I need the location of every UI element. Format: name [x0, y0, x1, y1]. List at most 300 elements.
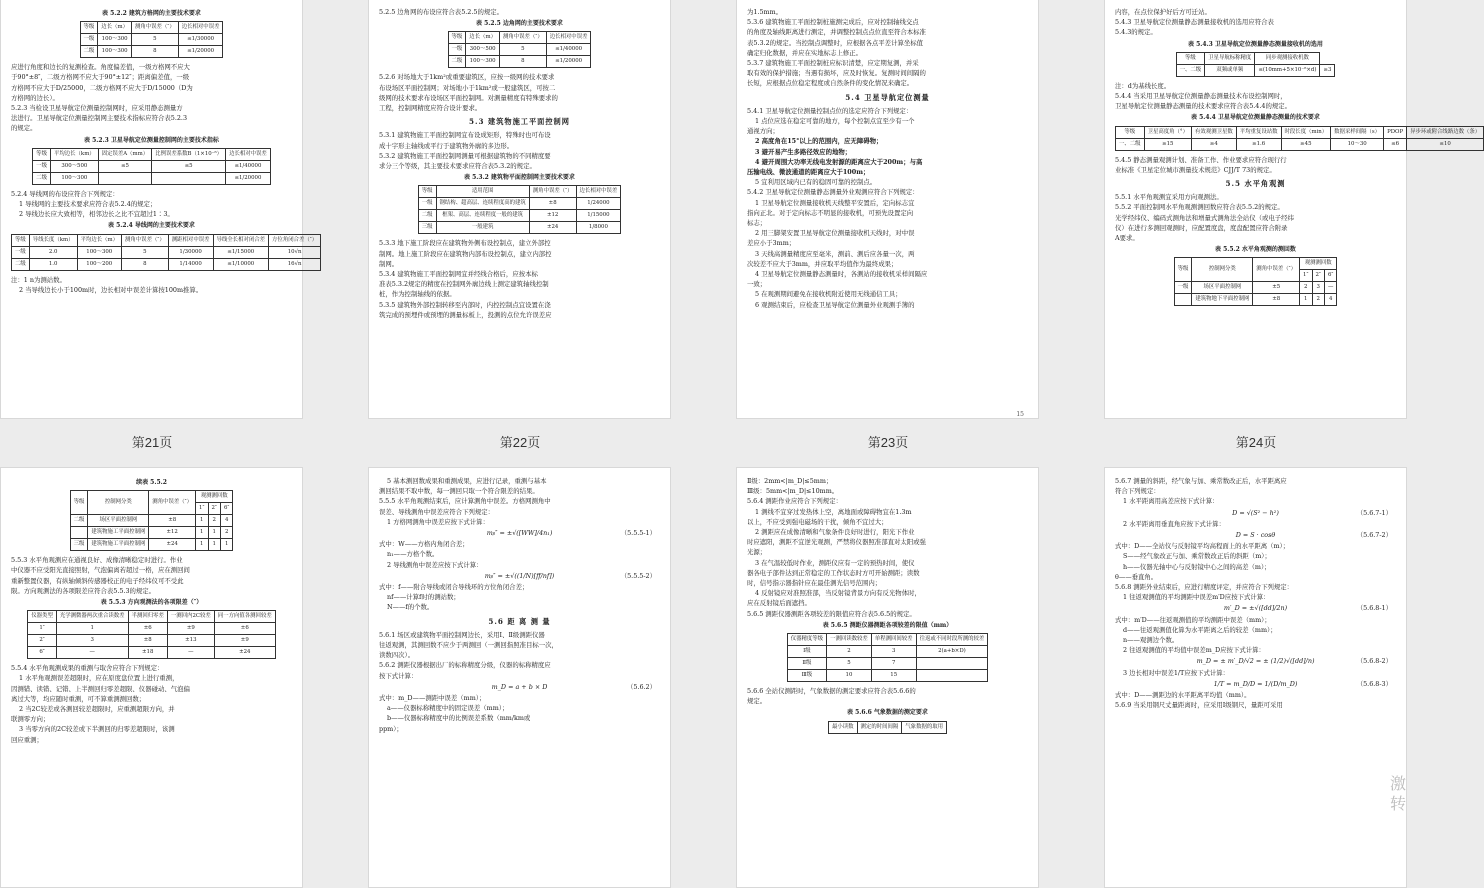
- text-line: 5.2.6 对场地大于1km²或重要建筑区，应按一级网的技术要求: [379, 73, 555, 82]
- text-line: 5.3.1 建筑物施工平面控制网宜布设成矩形，特殊时也可布设: [379, 131, 551, 140]
- text-line: 5.4.1 卫星导航定位测量控制点位的选定应符合下列规定：: [747, 106, 913, 115]
- text-line: 卫星导航定位测量静态测量的技术要求应符合表5.4.4的规定。: [1115, 102, 1292, 111]
- equation: [1115, 530, 1396, 540]
- table-header-cell: 测角中误差（″）: [122, 234, 169, 246]
- table-header-cell: 边长相对中误差: [576, 186, 621, 198]
- text-line: 重新整置仪器，有纵轴倾斜传感器校正的电子经纬仪可不受此: [11, 576, 184, 585]
- table-cell: ≤6: [1384, 138, 1407, 150]
- table-cell: 二级: [80, 46, 98, 58]
- table-header-cell: 气象数据的取用: [902, 721, 947, 733]
- text-line: h——仪器光轴中心与反射镜中心之间的高差（m）；: [1123, 562, 1271, 571]
- table-cell: ±6: [214, 623, 275, 635]
- text-line: 式中：W——方格内角闭合差；: [379, 540, 469, 549]
- text-line: 布设场区平面控制网；对场地小于1km²或一般建筑区，可按二: [379, 83, 556, 92]
- table-caption: 表 5.6.6 气象数据的测定要求: [847, 709, 928, 717]
- table-cell: —: [167, 647, 214, 659]
- text-line: 4 反射镜应对准照准部，当反射镜背景方向有反光物体时，: [755, 589, 921, 598]
- table-cell: 1: [220, 539, 232, 551]
- text-line: 5.6.7 测量的斜距，经气象与加、乘常数改正后，水平距离应: [1115, 477, 1287, 485]
- text-line: 中仪器不应受阳光直接照射，气泡偏离若超过一格，应在测回间: [11, 566, 190, 575]
- table-cell: ≤1/30000: [178, 34, 223, 46]
- page-26[interactable]: [368, 467, 671, 888]
- table-header-cell: 边长相对中误差: [226, 148, 271, 160]
- table-header-cell: 边长相对中误差: [546, 32, 591, 44]
- table-header-cell: 测角中误差（″）: [499, 32, 546, 44]
- table-cell: 15: [871, 670, 916, 682]
- text-line: 注：1 n为测站数。: [11, 275, 66, 284]
- table-caption: 表 5.4.3 卫星导航定位测量静态测量接收机的选用: [1188, 40, 1323, 48]
- table-header-cell: 导线长度（km）: [29, 234, 77, 246]
- table-cell: 1/15000: [576, 210, 621, 222]
- text-line: 回应重测；: [11, 735, 43, 744]
- text-line: 5.6.9 当采用钢尺丈量距离时，应采用Ⅰ级钢尺，量距可采用: [1115, 701, 1283, 710]
- equation: [1115, 508, 1396, 518]
- table-cell: 1/24000: [576, 198, 621, 210]
- table-cell: 框架、高层、连续程度一般的建筑: [436, 210, 529, 222]
- table-header-cell: 测定的时间间隔: [857, 721, 902, 733]
- table-row: [28, 623, 275, 635]
- table-cell: 二级: [12, 258, 30, 270]
- text-line: 1 水平角观测误差超限时，应在原度盘位置上进行重测，: [19, 674, 179, 683]
- table-header-row: [33, 148, 271, 160]
- text-line: 5.5.2 平面控制网水平角观测测回数应符合表5.5.2的规定。: [1115, 203, 1284, 212]
- text-line: 2 高度角在15°以上的范围内，应无障碍物；: [755, 137, 883, 146]
- table-cell: Ⅱ级: [787, 658, 826, 670]
- text-line: 1 方格网测角中误差应按下式计算：: [387, 517, 489, 526]
- table-cell: 8: [122, 258, 169, 270]
- table-cell: 7: [871, 658, 916, 670]
- table-cell: 5: [122, 246, 169, 258]
- text-line: 取有效的保护措施；当遇有损坏，应及时恢复。复测时间间隔的: [747, 69, 926, 78]
- table-cell: 1: [1300, 294, 1312, 306]
- table-cell: 1/8000: [576, 222, 621, 234]
- page-label-24[interactable]: 第24页: [1235, 435, 1277, 450]
- text-line: 一致；: [747, 280, 767, 289]
- table-cell: 100～300: [98, 46, 132, 58]
- page-23[interactable]: [736, 0, 1039, 419]
- watermark-line-2: 转: [1389, 796, 1406, 813]
- table-row: [1174, 282, 1337, 294]
- text-line: 制网。: [379, 259, 399, 268]
- table-cell: ≤1/20000: [546, 56, 591, 68]
- table-cell: Ⅲ级: [787, 670, 826, 682]
- table-cell: 10√n: [269, 246, 321, 258]
- table-header-row: [70, 491, 233, 503]
- section-heading: 5.4 卫星导航定位测量: [845, 92, 930, 102]
- table-header-cell: 固定误差A（mm）: [98, 148, 151, 160]
- text-line: θ——垂直角。: [1115, 572, 1158, 581]
- table-cell: [70, 527, 88, 539]
- text-line: S——经气象改正与加、乘常数改正后的斜距（m）；: [1123, 552, 1271, 561]
- table-row: [418, 198, 621, 210]
- equation-body: D = √(S² − h²): [1232, 508, 1279, 517]
- text-line: 2 水平距离用垂直角应按下式计算：: [1123, 519, 1225, 528]
- text-line: 桩，作为控制轴线的依据。: [379, 290, 456, 299]
- text-line: 制网。地上施工阶段应在建筑物内部布设控制点，建立内部控: [379, 249, 552, 258]
- text-line: 5.4.2 卫星导航定位测量静态测量外业观测应符合下列规定：: [747, 188, 919, 197]
- table-header-cell: 等级: [12, 234, 30, 246]
- table-cell: 二级: [418, 210, 436, 222]
- page-label-21[interactable]: 第21页: [131, 435, 173, 450]
- table-cell: 1: [196, 515, 208, 527]
- table-caption: 表 5.2.4 导线网的主要技术要求: [108, 222, 195, 230]
- text-line: 5 宜利用区域内已有的稳固可靠的控制点。: [755, 178, 877, 187]
- text-line: 5.3.4 建筑物施工平面控制网宜并经线合格后，应按本标: [379, 270, 538, 279]
- table-header-cell: 仪器精度等级: [787, 634, 826, 646]
- text-line: 1 点位应选在稳定可靠的地方，每个控制点宜至少有一个: [755, 117, 915, 126]
- table-cell: 2: [1312, 294, 1324, 306]
- page-28[interactable]: [1104, 467, 1407, 888]
- table-header-cell: 等级: [70, 491, 88, 515]
- text-line: 光源；: [747, 548, 767, 557]
- table-cell: 5: [499, 44, 546, 56]
- text-line: 时应遮阳，测距不宜逆光观测，严禁将仪器照准部直对太阳或强: [747, 538, 926, 547]
- text-line: 2 导线边长应大致相等，相邻边长之比不宜超过1∶3。: [19, 210, 174, 219]
- table-header-cell: 单程测回间较差: [871, 634, 916, 646]
- section-heading: 5.5 水平角观测: [1225, 179, 1286, 189]
- text-line: 2 当导线边长小于100m时，边长相对中误差计算按100m推算。: [19, 285, 203, 294]
- text-line: 1 导线网的主要技术要求应符合表5.2.4的规定；: [19, 200, 157, 209]
- table-cell: ±5: [1253, 282, 1300, 294]
- data-table: [11, 234, 321, 271]
- table-cell: 300～500: [466, 44, 500, 56]
- table-row: [448, 56, 591, 68]
- table-header-row: [418, 186, 621, 198]
- table-cell: 一、二级: [1116, 138, 1145, 150]
- table-cell: 2″: [28, 635, 57, 647]
- table-cell: ±18: [128, 647, 167, 659]
- text-line: 2 导线测角中误差应按下式计算：: [387, 560, 483, 569]
- table-cell: ±12: [149, 527, 196, 539]
- text-line: 读数四次）。: [379, 651, 415, 660]
- table-header-cell: 控制网分类: [1192, 258, 1253, 282]
- equation: [379, 571, 660, 581]
- table-caption: 表 5.3.2 建筑物平面控制网主要技术要求: [464, 174, 575, 182]
- table-cell: 8: [131, 46, 178, 58]
- table-header-cell: 2″: [1312, 270, 1324, 282]
- table-row: [1176, 64, 1335, 76]
- data-table: [1174, 257, 1338, 306]
- table-cell: 2: [827, 646, 872, 658]
- equation-number: （5.5.5-2）: [620, 571, 656, 580]
- table-cell: 二级: [33, 172, 51, 184]
- table-cell: 3: [871, 646, 916, 658]
- text-line: 离过大等，均应随时重测，可不算重测测回数；: [11, 694, 146, 703]
- equation: [1115, 679, 1396, 689]
- text-line: 因测错、读错、记错、上半测回归零差超限、仪器碰动、气泡偏: [11, 684, 190, 693]
- table-header-cell: 1″: [1300, 270, 1312, 282]
- text-line: 应进行角度和边长的复测检查。角度偏差值，一级方格网不应大: [11, 63, 190, 72]
- table-caption: 表 5.5.2 水平角观测的测回数: [1215, 246, 1296, 254]
- table-cell: ≤1/20000: [226, 172, 271, 184]
- text-line: 5 基本测回数成果和重测成果，应进行记录，重测与基本: [387, 477, 547, 485]
- table-cell: 钢结构、超高层、连续程度高的建筑: [436, 198, 529, 210]
- text-line: 5.2.5 边角网的布设应符合表5.2.5的规定。: [379, 8, 504, 16]
- table-header-cell: 等级: [448, 32, 466, 44]
- table-header-cell: 控制网分类: [88, 491, 149, 515]
- table-cell: 1: [196, 527, 208, 539]
- table-group-header: 观测测回数: [196, 491, 233, 503]
- equation-body: m′_D = ±√([dd]/2n): [1223, 604, 1288, 613]
- table-cell: 一级: [33, 160, 51, 172]
- table-cell: [98, 172, 151, 184]
- table-header-cell: 测角中误差（″）: [149, 491, 196, 515]
- equation-body: mᵦ″ = ±√((1/N)[ff/nf]): [484, 571, 555, 580]
- table-row: [28, 635, 275, 647]
- text-line: 式中：m_D——测距中误差（mm）；: [379, 694, 486, 703]
- text-line: 往返观测，其测回数不应少于两测回（一测回指照准目标一次，: [379, 641, 558, 650]
- table-header-row: [1176, 52, 1335, 64]
- text-line: Ⅲ级：5mm<|m_D|≤10mm。: [747, 487, 839, 496]
- equation-number: （5.6.7-1）: [1356, 508, 1392, 517]
- text-line: 为1.5mm。: [747, 8, 783, 16]
- text-line: 式中：m′D——往返观测值的平均测距中误差（mm）；: [1115, 615, 1271, 624]
- text-line: 式中：f——附合导线或闭合导线环的方位角闭合差；: [379, 583, 529, 592]
- table-cell: 100～300: [50, 172, 98, 184]
- table-cell: 一级: [1174, 282, 1192, 294]
- text-line: 5.5.4 水平角观测成果的重测与取舍应符合下列规定：: [11, 664, 164, 673]
- table-header-cell: 有效观测卫星数: [1192, 126, 1237, 138]
- table-cell: ≥3: [1320, 64, 1335, 76]
- text-line: 求分三个等级，其主要技术要求应符合表5.3.2的规定。: [379, 162, 536, 171]
- text-line: 的角度及轴线距离进行测定，并调整控制点点位直至符合本标准: [747, 28, 926, 37]
- page-27[interactable]: [736, 467, 1039, 888]
- table-header-row: [448, 32, 591, 44]
- table-cell: [152, 172, 226, 184]
- table-cell: ≤1/40000: [546, 44, 591, 56]
- table-cell: 双频或单频: [1205, 64, 1255, 76]
- table-cell: ±24: [149, 539, 196, 551]
- text-line: 5.2.3 当检设卫星导航定位测量控制网时，应采用静态测量方: [11, 104, 183, 113]
- table-header-cell: 适用范围: [436, 186, 529, 198]
- equation-body: m_D = ± m′_D/√2 = ± (1/2)√([dd]/n): [1196, 657, 1315, 666]
- table-cell: 4: [1324, 294, 1336, 306]
- table-cell: 1: [196, 539, 208, 551]
- equation-number: （5.6.8-3）: [1356, 679, 1392, 688]
- equation: [1115, 603, 1396, 613]
- table-cell: 二级: [448, 56, 466, 68]
- text-line: 5.3.5 建筑物外部控制转移至内部时，内控控制点宜设置在浇: [379, 300, 551, 309]
- text-line: 5.6.6 全站仪测距时，气象数据的测定要求应符合表5.6.6的: [747, 687, 916, 696]
- table-cell: [916, 670, 988, 682]
- table-cell: 一级: [448, 44, 466, 56]
- table-cell: ±8: [1253, 294, 1300, 306]
- table-header-cell: 6″: [1324, 270, 1336, 282]
- text-line: a——仪器标称精度中的固定误差（mm）；: [387, 704, 509, 713]
- table-row: [787, 670, 988, 682]
- text-line: 次较差不应大于3mm，并应取平均值作为最终成果；: [747, 259, 898, 268]
- table-row: [12, 246, 321, 258]
- table-row: [418, 210, 621, 222]
- text-line: 3 边长相对中误差1/T应按下式计算：: [1123, 668, 1230, 677]
- table-cell: 二级: [70, 515, 88, 527]
- table-cell: 1.0: [29, 258, 77, 270]
- table-cell: 10: [827, 670, 872, 682]
- table-header-cell: 等级: [1176, 52, 1205, 64]
- page-21[interactable]: [0, 0, 318, 419]
- data-table: [27, 610, 275, 659]
- text-line: 联测零方向；: [11, 715, 50, 724]
- text-line: 6 观测结束后，应检查卫星导航定位测量外业观测手簿的: [755, 300, 915, 309]
- page-label-22[interactable]: 第22页: [499, 435, 541, 450]
- data-table: [418, 185, 622, 234]
- watermark-line-1: 激: [1389, 776, 1406, 793]
- text-line: 限。方向观测法的各项限差应符合表5.5.3的规定。: [11, 586, 156, 595]
- text-line: 1 往返观测值的平均测距中误差m′D应按下式计算：: [1123, 593, 1270, 602]
- text-line: 5.2.4 导线网的布设应符合下列规定：: [11, 189, 119, 198]
- data-table: [32, 148, 271, 185]
- table-row: [70, 539, 233, 551]
- table-header-cell: PDOP: [1384, 126, 1407, 138]
- table-cell: Ⅰ级: [787, 646, 826, 658]
- table-cell: 1: [208, 527, 220, 539]
- table-cell: 1/14000: [168, 258, 213, 270]
- data-table: [828, 721, 947, 734]
- text-line: 器各电子部件达到正常稳定的工作状态时方可开始测距；读数: [747, 568, 920, 577]
- text-line: 业标准《卫星定位城市测量技术规范》CJJ/T 73的规定。: [1115, 165, 1276, 174]
- text-line: 5.3.3 地下施工阶段应在建筑物外侧布设控制点，建立外部控: [379, 239, 551, 248]
- table-cell: 1″: [28, 623, 57, 635]
- text-line: 按下式计算：: [379, 671, 418, 680]
- table-cell: —: [56, 647, 128, 659]
- table-header-cell: 边长相对中误差: [178, 22, 223, 34]
- text-line: 标志；: [747, 219, 767, 228]
- table-cell: 100～300: [98, 34, 132, 46]
- table-cell: 2: [1300, 282, 1312, 294]
- table-cell: 建筑物施工平面控制网: [88, 539, 149, 551]
- table-cell: ±13: [167, 635, 214, 647]
- text-line: 法进行。卫星导航定位测量控制网主要技术指标应符合表5.2.3: [11, 114, 188, 123]
- page-label-23[interactable]: 第23页: [867, 435, 909, 450]
- table-cell: ≥45: [1281, 138, 1331, 150]
- table-cell: ±8: [529, 198, 576, 210]
- text-line: A要求。: [1115, 234, 1139, 243]
- text-line: nf——计算f时的测站数；: [387, 593, 460, 602]
- text-line: n——观测边个数。: [1123, 636, 1179, 645]
- equation-body: m_D = a + b × D: [491, 682, 548, 691]
- table-cell: ±9: [214, 635, 275, 647]
- table-cell: 建筑物地下平面控制网: [1192, 294, 1253, 306]
- text-line: n₁——方格个数。: [387, 550, 439, 559]
- table-header-cell: 测角中误差（″）: [131, 22, 178, 34]
- data-table: [1115, 126, 1484, 151]
- table-header-cell: 等级: [418, 186, 436, 198]
- text-line: 仪）在进行多测回观测时，应配置度盘，度盘配置应符合附录: [1115, 223, 1288, 232]
- text-line: 5.4.4 当采用卫星导航定位测量静态测量技术布设控制网时，: [1115, 92, 1287, 101]
- page-25[interactable]: [0, 467, 303, 888]
- table-cell: 2: [220, 527, 232, 539]
- text-line: 筑完成的预埋件或预埋的测量标板上，投测的点位允许误差应: [379, 310, 552, 319]
- table-cell: 一般建筑: [436, 222, 529, 234]
- data-table: [70, 490, 234, 551]
- table-cell: 场区平面控制网: [1192, 282, 1253, 294]
- table-row: [28, 647, 275, 659]
- table-row: [1116, 138, 1484, 150]
- table-header-row: [1174, 258, 1337, 270]
- table-cell: ≤1/40000: [226, 160, 271, 172]
- text-line: 2 测距应在成像清晰和气象条件良好时进行，阳光下作业: [755, 528, 915, 537]
- table-header-row: [12, 234, 321, 246]
- section-heading: 5.3 建筑物施工平面控制网: [469, 117, 570, 127]
- text-line: Ⅱ级：2mm<|m_D|≤5mm；: [747, 477, 833, 485]
- table-cell: 5: [827, 658, 872, 670]
- table-cell: [916, 658, 988, 670]
- text-line: 3 在气温较低时作业，测距仪应有一定的预热时间，使仪: [755, 558, 915, 567]
- table-header-cell: 平均边长（m）: [77, 234, 121, 246]
- text-line: 级网的技术要求布设场区平面控制网。对测量精度有特殊要求的: [379, 93, 558, 102]
- table-header-cell: 同步观测接收机数: [1255, 52, 1320, 64]
- table-header-cell: 1″: [196, 503, 208, 515]
- text-line: 以上，不应受到强电磁场的干扰，倾角不宜过大；: [747, 517, 888, 526]
- text-line: 的规定。: [11, 124, 37, 133]
- table-cell: 5: [131, 34, 178, 46]
- table-cell: 三级: [70, 539, 88, 551]
- text-line: 式中：D——测距边的水平距离平均值（mm）。: [1115, 691, 1251, 700]
- table-cell: 2.0: [29, 246, 77, 258]
- text-line: 内容，在点位保护好后方可迁站。: [1115, 8, 1211, 16]
- text-line: 测回结果不取中数，每一测回只取一个符合限差的结果。: [379, 487, 539, 496]
- table-cell: ≤1/15000: [213, 246, 269, 258]
- text-line: 5.3.6 建筑物施工平面控制桩施测完成后，应对控制轴线交点: [747, 18, 919, 27]
- table-cell: 100～300: [466, 56, 500, 68]
- table-cell: 场区平面控制网: [88, 515, 149, 527]
- table-row: [33, 160, 271, 172]
- table-cell: 300～500: [50, 160, 98, 172]
- data-table: [80, 21, 224, 58]
- table-cell: 2: [208, 515, 220, 527]
- table-caption: 续表 5.5.2: [136, 479, 167, 486]
- table-cell: ≤10: [1407, 138, 1484, 150]
- table-row: [12, 258, 321, 270]
- text-line: 5.6.8 测距外业结束后，应进行精度评定，并应符合下列规定：: [1115, 583, 1294, 592]
- table-cell: 3: [1312, 282, 1324, 294]
- table-cell: 一级: [418, 198, 436, 210]
- table-cell: 4: [220, 515, 232, 527]
- table-caption: 表 5.6.5 测距仪器测距各项较差的限值（mm）: [822, 621, 953, 629]
- page-22[interactable]: [368, 0, 671, 419]
- text-line: 时，信号指示器指针应在最佳测光信号范围内；: [747, 579, 882, 588]
- text-line: 5.3.7 建筑物施工平面控制桩应标识清楚，应定期复测，并采: [747, 59, 919, 68]
- text-line: 5.4.5 静态测量观测计划、准备工作、作业要求应符合现行行: [1115, 155, 1287, 164]
- table-cell: 16√n: [269, 258, 321, 270]
- table-header-cell: 仪器类型: [28, 611, 57, 623]
- table-header-cell: 等级: [1174, 258, 1192, 282]
- text-line: N——f的个数。: [387, 603, 434, 612]
- text-line: 5.6.4 测距作业应符合下列规定：: [747, 497, 842, 506]
- page-24[interactable]: [1104, 0, 1481, 419]
- table-row: [787, 646, 988, 658]
- table-header-cell: 光学测微器两次重合读数差: [56, 611, 128, 623]
- text-line: 3 避开易产生多路径效应的地物；: [755, 147, 852, 156]
- table-note: 注：d为基线长度。: [1115, 81, 1171, 90]
- text-line: 5.5.5 水平角观测结束后，应计算测角中误差。方格网测角中: [379, 497, 551, 506]
- table-cell: ±12: [529, 210, 576, 222]
- text-line: 确定归化数据，并应在实地标志上修正。: [747, 48, 863, 57]
- table-cell: [1174, 294, 1192, 306]
- text-line: 4 卫星导航定位测量静态测量时，各测站的接收机采样间隔应: [755, 270, 928, 279]
- table-header-cell: 往返或不同时段所测的较差: [916, 634, 988, 646]
- watermark: [1390, 775, 1406, 815]
- table-header-cell: 边长（m）: [466, 32, 500, 44]
- text-line: 2 用三脚架安置卫星导航定位测量接收机天线时，对中误: [755, 229, 915, 238]
- table-cell: ±24: [214, 647, 275, 659]
- table-header-cell: 等级: [1116, 126, 1145, 138]
- text-line: d——往返观测值化算为水平距离之后的较差（mm）；: [1123, 625, 1277, 634]
- text-line: 通视方向；: [747, 127, 779, 136]
- table-cell: 100～200: [77, 258, 121, 270]
- text-line: 5.6.1 场区或建筑物平面控制网边长，采用Ⅰ、Ⅱ级测距仪器: [379, 630, 545, 639]
- table-header-cell: 方位角闭合差（″）: [269, 234, 321, 246]
